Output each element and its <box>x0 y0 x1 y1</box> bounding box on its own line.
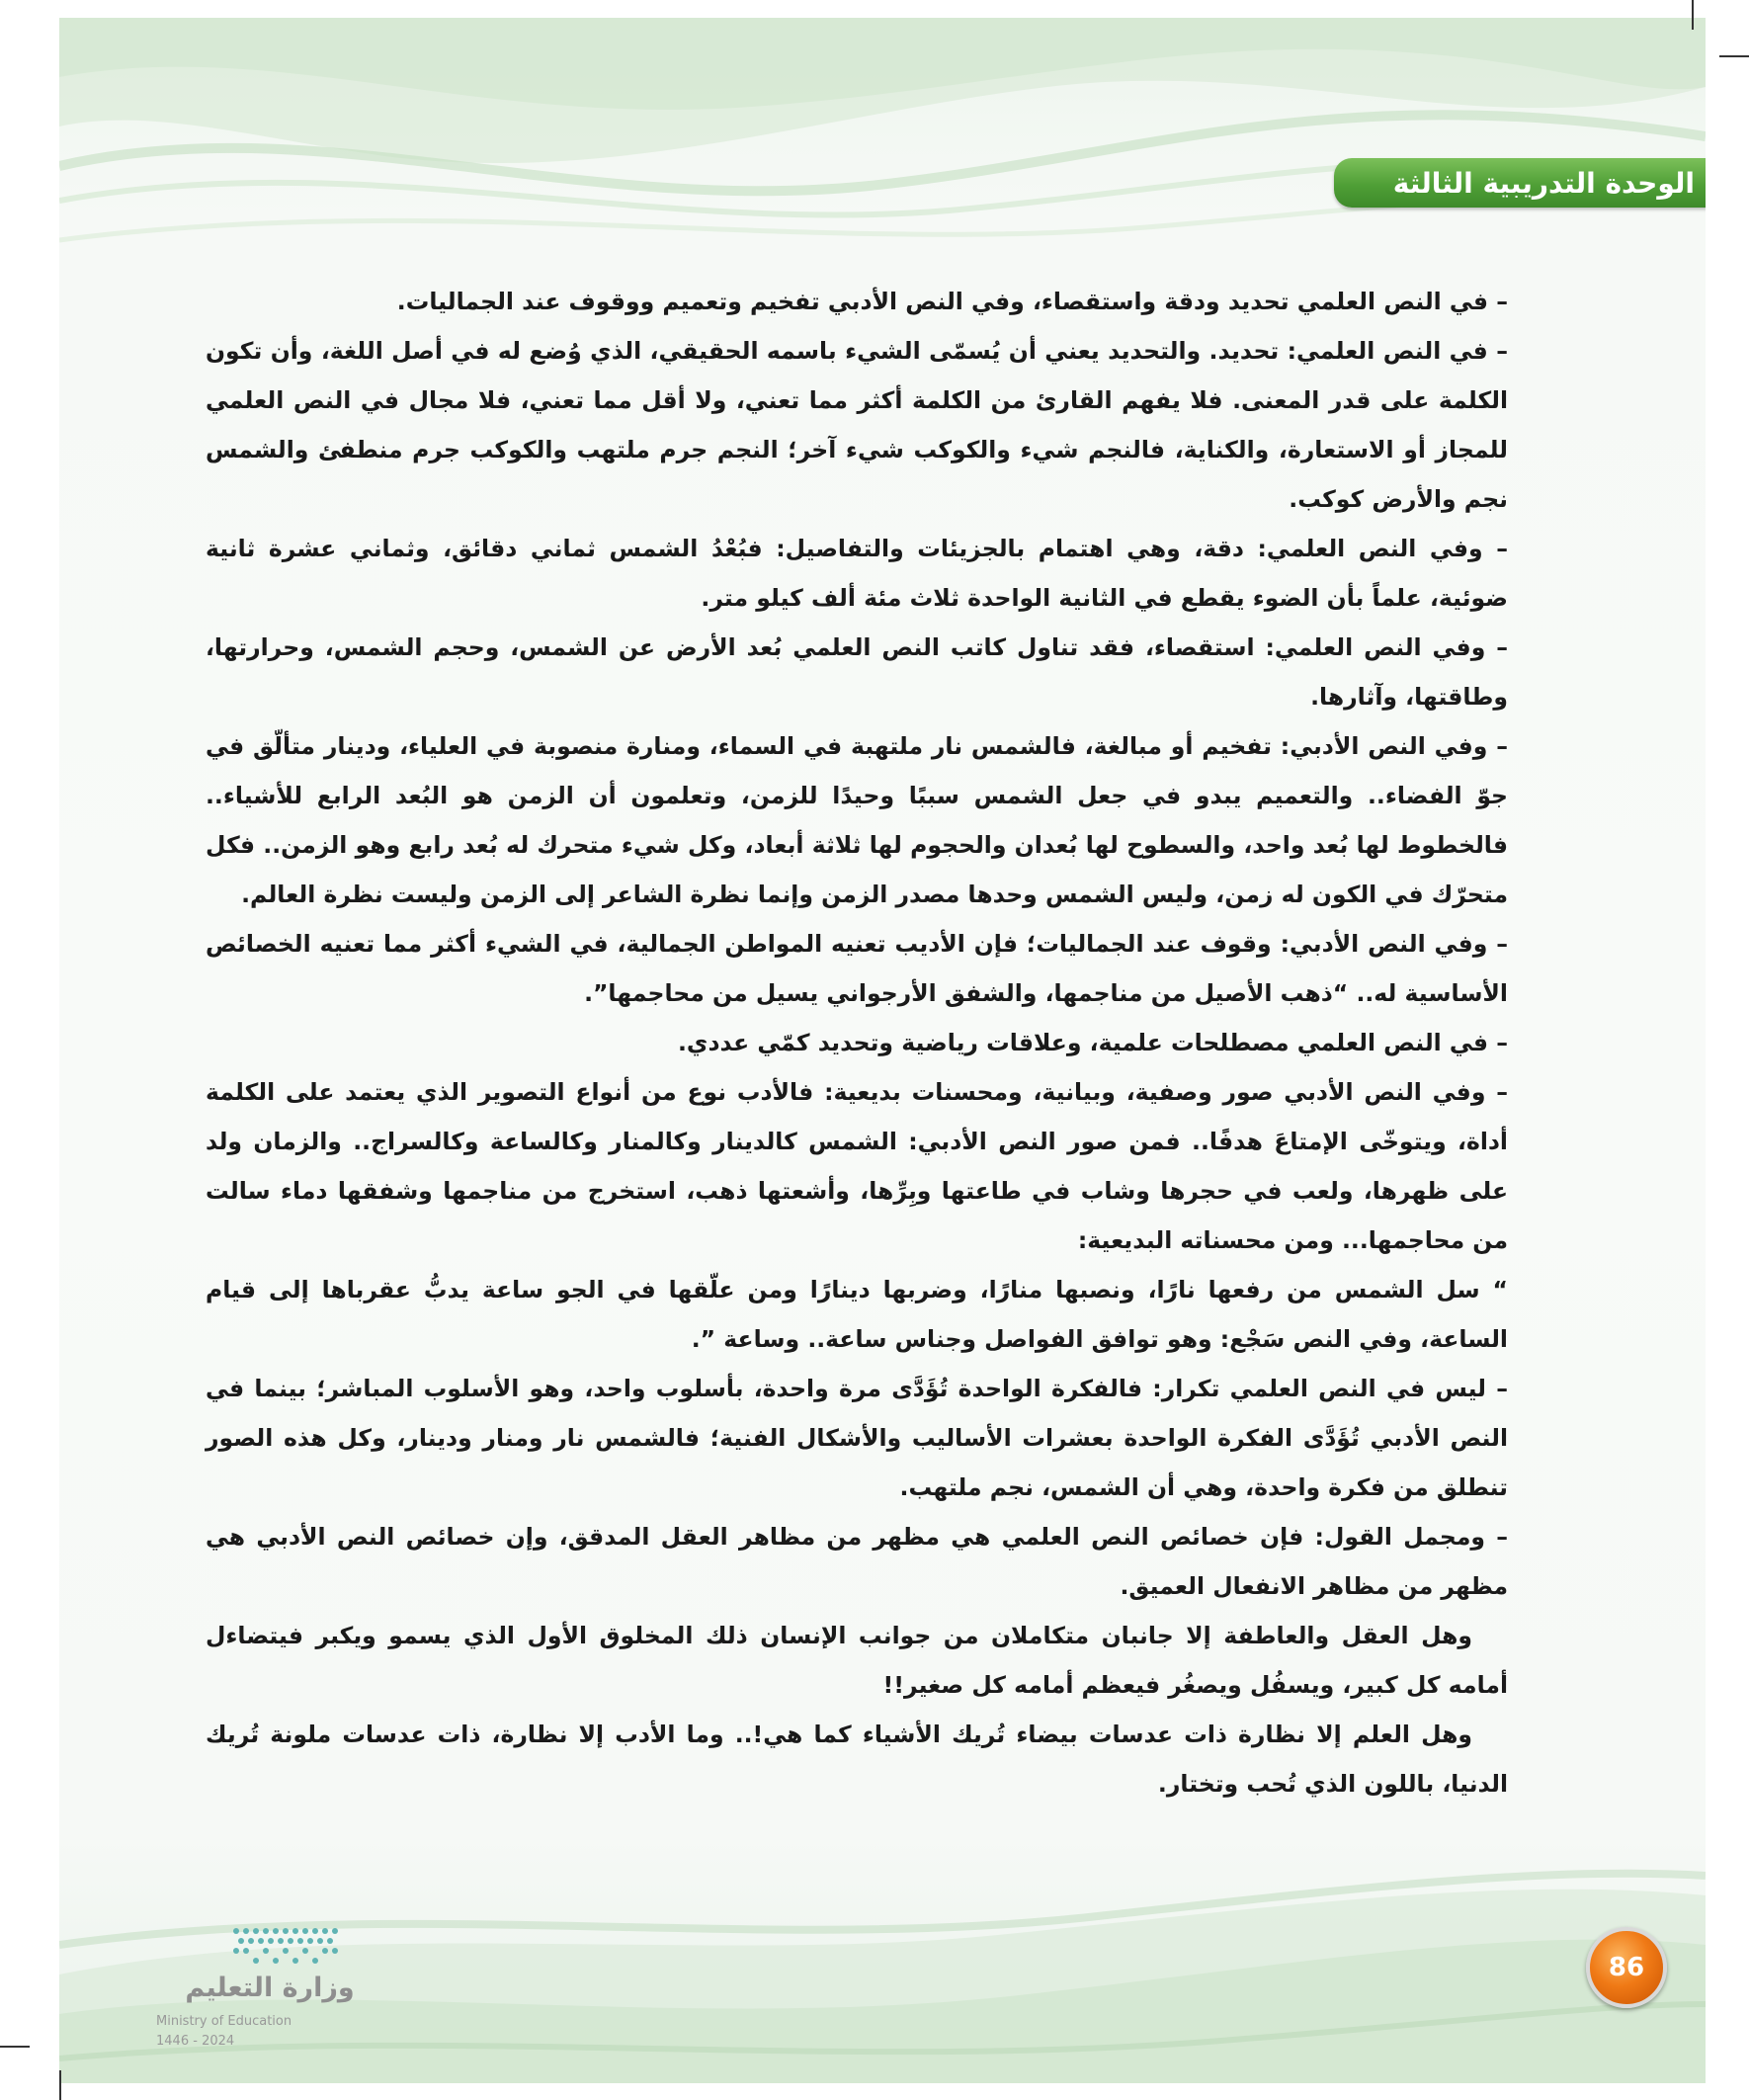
paragraph: – في النص العلمي تحديد ودقة واستقصاء، وفي النص الأدبي تفخيم وتعميم ووقوف عند الجماليات. <box>396 288 1508 315</box>
crop-mark <box>1692 0 1694 30</box>
page-number-badge <box>1586 1927 1667 2008</box>
paragraph: – وفي النص العلمي: استقصاء، فقد تناول كاتب النص العلمي بُعد الأرض عن الشمس، وحجم الشمس، وحرارتها، وطاقتها، وآثارها. <box>206 633 1508 711</box>
ministry-name-arabic: وزارة التعليم <box>185 1973 355 2003</box>
quote-paragraph: “ سل الشمس من رفعها نارًا، ونصبها منارًا، وضربها دينارًا ومن علّقها في الجو ساعة يدبُّ عقرباها إلى قيام الساعة، وفي النص سَجْع: وهو توافق الفواصل وجناس ساعة.. وساعة ”. <box>206 1276 1508 1353</box>
page-background <box>59 18 1706 2083</box>
paragraph: – وفي النص الأدبي: وقوف عند الجماليات؛ فإن الأديب تعنيه المواطن الجمالية، في الشيء أكثر مما تعنيه الخصائص الأساسية له.. “ذهب الأصيل من مناجمها، والشفق الأرجواني يسيل من محاجمها”. <box>206 930 1508 1007</box>
page-number: 86 <box>1608 1953 1645 1982</box>
paragraph: – ليس في النص العلمي تكرار: فالفكرة الواحدة تُؤَدَّى مرة واحدة، بأسلوب واحد، وهو الأسلوب المباشر؛ بينما في النص الأدبي تُؤَدَّى الفكرة الواحدة بعشرات الأساليب والأشكال الفنية؛ فالشمس نار ومنار ودينار، وكل هذه الصور تنطلق من فكرة واحدة، وهي أن الشمس، نجم ملتهب. <box>206 1375 1508 1501</box>
paragraph: – في النص العلمي: تحديد. والتحديد يعني أن يُسمّى الشيء باسمه الحقيقي، الذي وُضع له في أصل اللغة، وأن تكون الكلمة على قدر المعنى. فلا يفهم القارئ من الكلمة أكثر مما تعني، ولا أقل مما تعني، فلا مجال في النص العلمي للمجاز أو الاستعارة، والكناية، فالنجم شيء والكوكب شيء آخر؛ النجم جرم ملتهب والكوكب جرم منطفئ والشمس نجم والأرض كوكب. <box>206 337 1508 513</box>
paragraph: – في النص العلمي مصطلحات علمية، وعلاقات رياضية وتحديد كمّي عددي. <box>677 1029 1508 1056</box>
paragraph: وهل العقل والعاطفة إلا جانبان متكاملان من جوانب الإنسان ذلك المخلوق الأول الذي يسمو ويكبر فيتضاءل أمامه كل كبير، ويسفُل ويصغُر فيعظم أمامه كل صغير!! <box>206 1622 1508 1699</box>
crop-mark <box>59 2070 61 2100</box>
paragraph: – ومجمل القول: فإن خصائص النص العلمي هي مظهر من مظاهر العقل المدقق، وإن خصائص النص الأدبي هي مظهر من مظاهر الانفعال العميق. <box>206 1523 1508 1600</box>
ministry-name-english: Ministry of Education <box>156 2014 292 2029</box>
paragraph: – وفي النص الأدبي صور وصفية، وبيانية، ومحسنات بديعية: فالأدب نوع من أنواع التصوير الذي يعتمد على الكلمة أداة، ويتوخّى الإمتاعَ هدفًا.. فمن صور النص الأدبي: الشمس كالدينار وكالمنار وكالساعة وكالسراج.. والزمان ولد على ظهرها، ولعب في حجرها وشاب في طاعتها وبِرِّها، وأشعتها ذهب، استخرج من مناجمها وشفقها دماء سالت من محاجمها... ومن محسناته البديعية: <box>206 1078 1508 1254</box>
paragraph: – وفي النص الأدبي: تفخيم أو مبالغة، فالشمس نار ملتهبة في السماء، ومنارة منصوبة في العلياء، ودينار متألّق في جوّ الفضاء.. والتعميم يبدو في جعل الشمس سببًا وحيدًا للزمن، وتعلمون أن الزمن هو البُعد الرابع للأشياء.. فالخطوط لها بُعد واحد، والسطوح لها بُعدان والحجوم لها ثلاثة أبعاد، وكل شيء متحرك له بُعد رابع وهو الزمن.. فكل متحرّك في الكون له زمن، وليس الشمس وحدها مصدر الزمن وإنما نظرة الشاعر إلى الزمن وليست نظرة العالم. <box>206 732 1508 908</box>
crop-mark <box>1719 55 1749 57</box>
crop-mark <box>0 2046 30 2048</box>
ministry-logo <box>156 1925 383 2073</box>
body-text <box>206 277 1508 1808</box>
ministry-logo-icon <box>230 1925 349 1969</box>
edition-year: 2024 - 1446 <box>156 2034 235 2049</box>
top-wave-decoration <box>59 18 1706 255</box>
paragraph: – وفي النص العلمي: دقة، وهي اهتمام بالجزيئات والتفاصيل: فبُعْدُ الشمس ثماني دقائق، وثماني عشرة ثانية ضوئية، علماً بأن الضوء يقطع في الثانية الواحدة ثلاث مئة ألف كيلو متر. <box>206 535 1508 612</box>
paragraph: وهل العلم إلا نظارة ذات عدسات بيضاء تُريك الأشياء كما هي!.. وما الأدب إلا نظارة، ذات عدسات ملونة تُريك الدنيا، باللون الذي تُحب وتختار. <box>206 1721 1508 1798</box>
unit-title-banner <box>1334 158 1706 208</box>
unit-title: الوحدة التدريبية الثالثة <box>1392 166 1695 200</box>
